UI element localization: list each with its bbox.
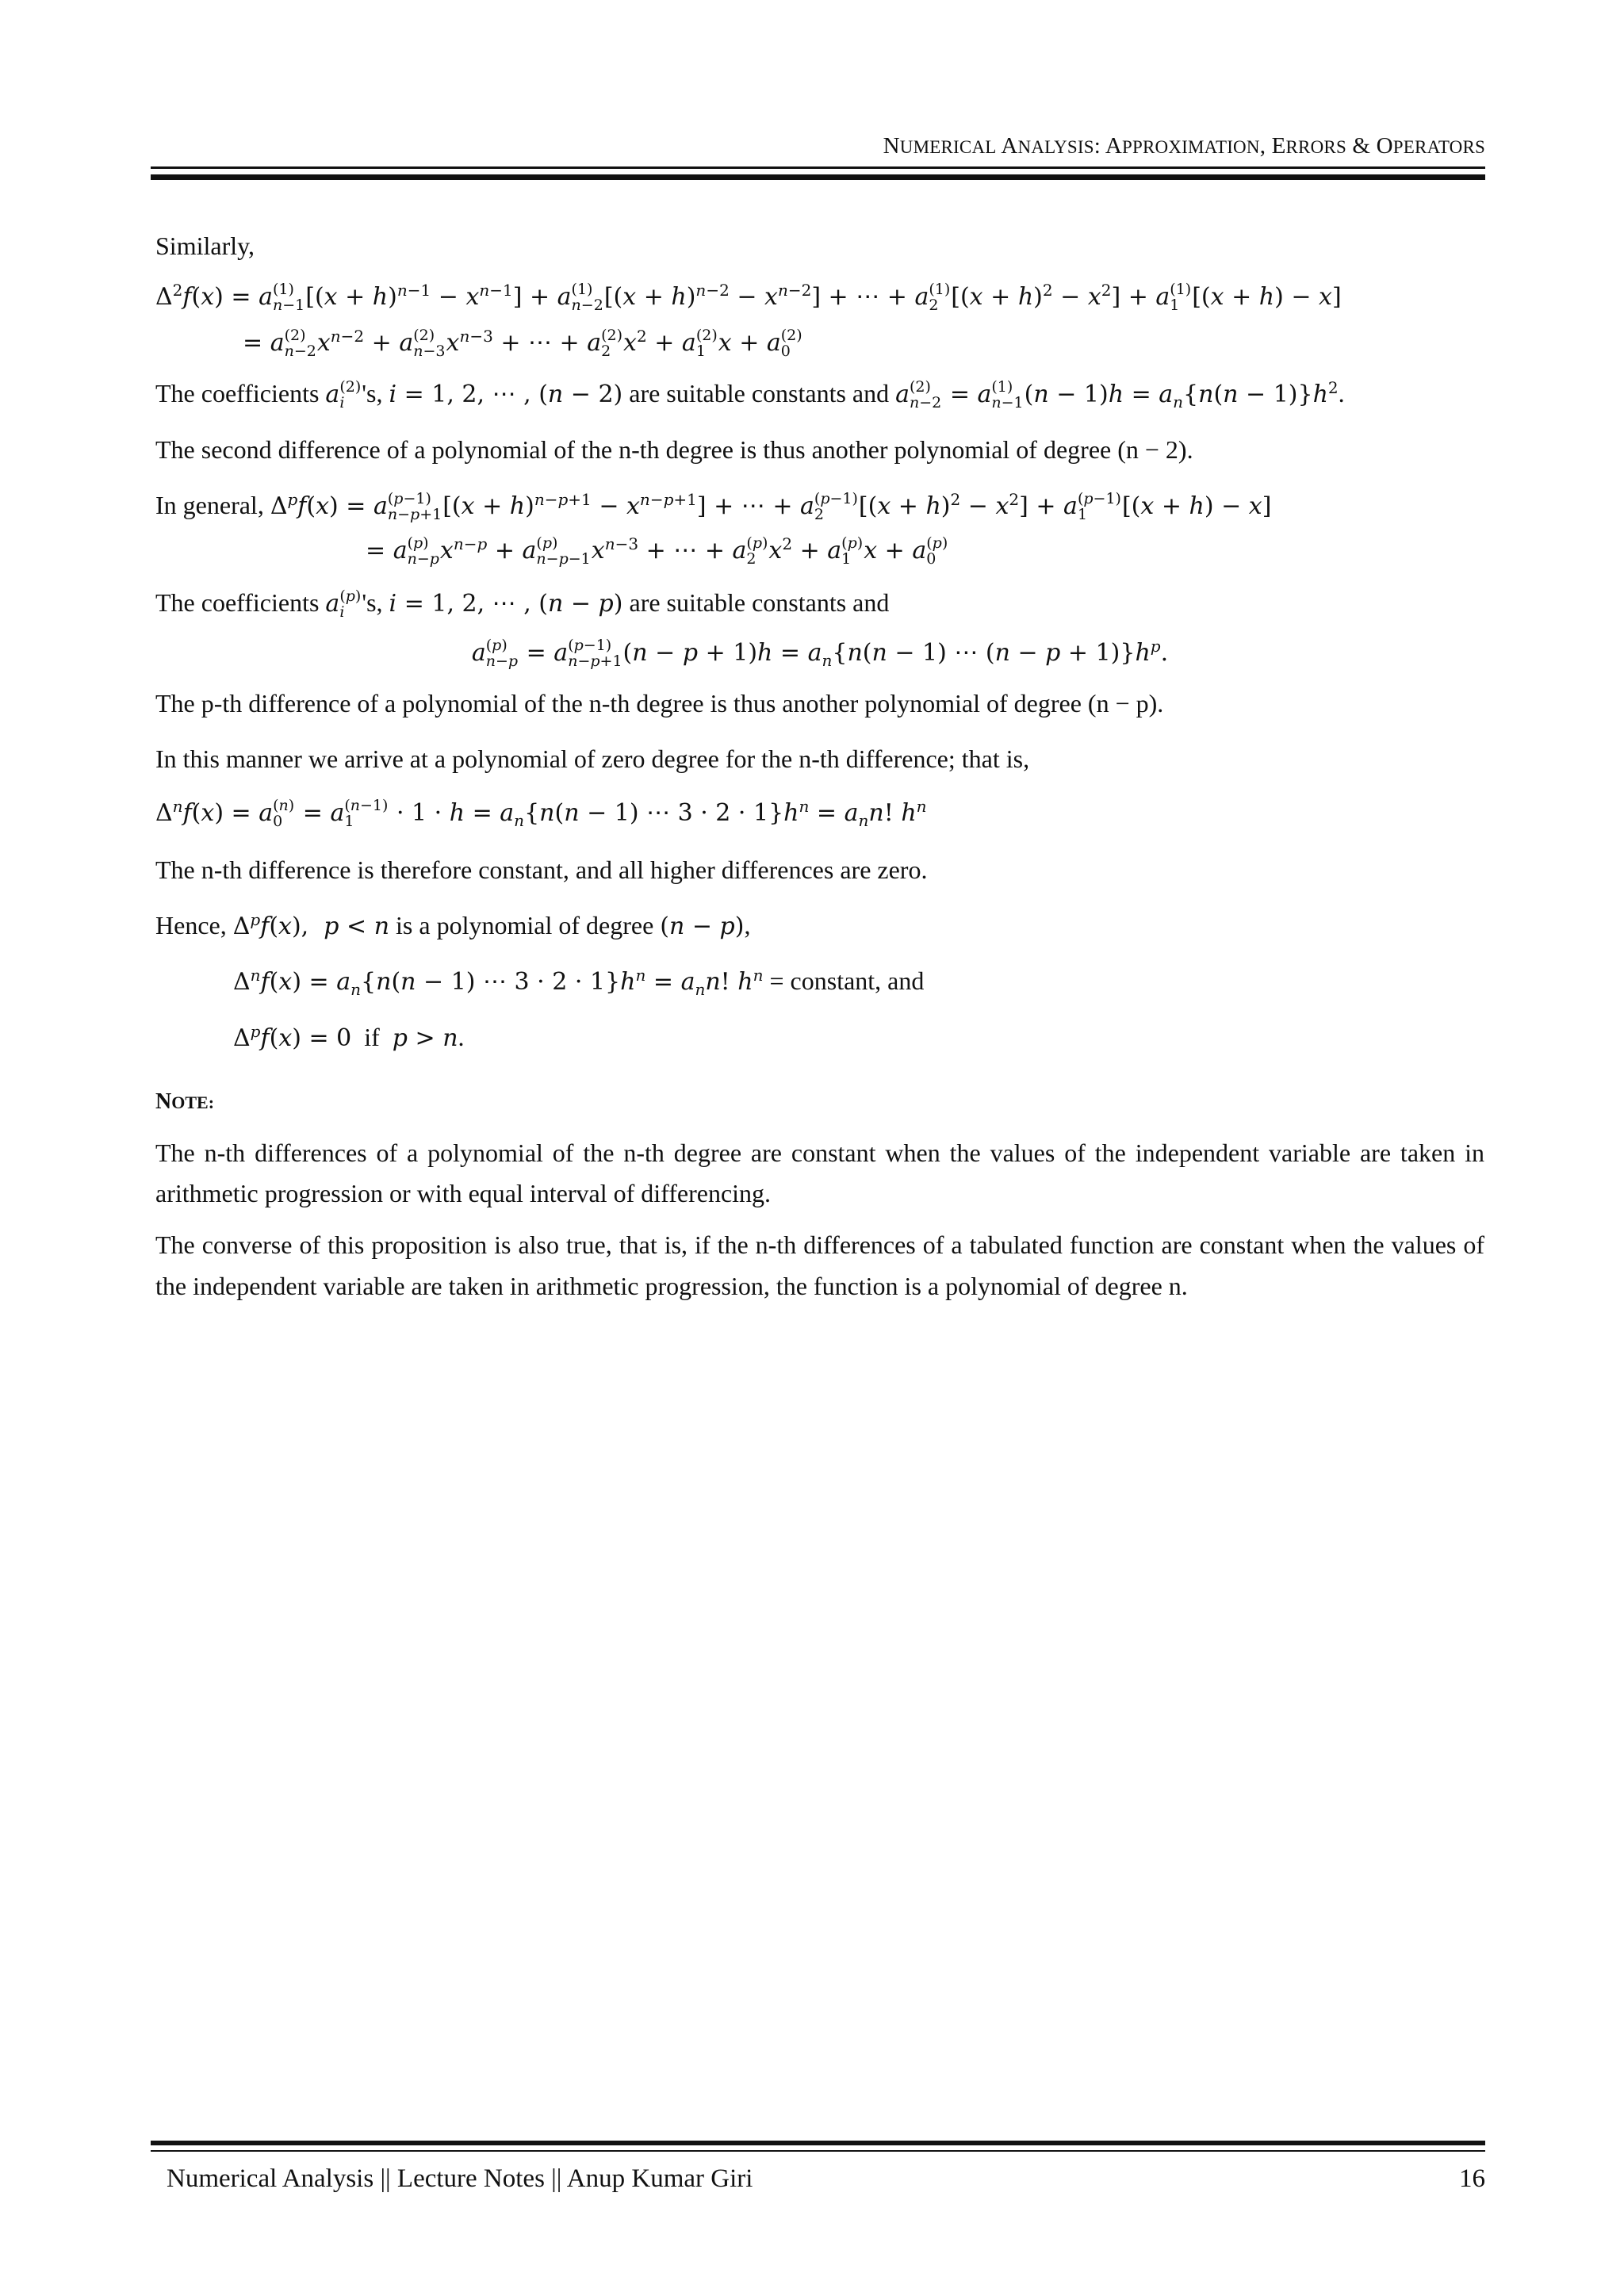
note-paragraph-1: The n-th differences of a polynomial of the n-th degree are constant when the values of the independent variable are taken in arithmetic progression or with equal interval of differencing.	[155, 1138, 1484, 1208]
nth-constant-text: The n-th difference is therefore constant, and all higher differences are zero.	[155, 855, 928, 884]
footer-rule-thick	[151, 2141, 1485, 2145]
zero-degree-text: In this manner we arrive at a polynomial of zero degree for the n-th difference; that is,	[155, 744, 1030, 773]
page-body	[155, 230, 1484, 1307]
header-rule-thin	[151, 166, 1485, 169]
header-rule-thick	[151, 174, 1485, 180]
pth-difference-text: The p-th difference of a polynomial of the n-th degree is thus another polynomial of degree (n − p).	[155, 688, 1164, 718]
page-number: 16	[1459, 2164, 1485, 2193]
running-header: NUMERICAL ANALYSIS: APPROXIMATION, ERRORS & OPERATORS	[883, 133, 1485, 159]
hence-text: Hence, $\Delta^pf(x)$, p < n is a polynomial of degree (n − p),	[155, 909, 751, 940]
coefficients-2-text: The coefficients a (2) i 's, i = 1, 2, ⋯ , (n − 2) are suitable constants and a (2) n−2 = a (1) n−1 $(n - 1)h = a_n\{n(n - 1)\}h^2$.	[155, 377, 1345, 411]
note-paragraph-2: The converse of this proposition is also true, that is, if the n-th differences of a tabulated function are constant when the values of the independent variable are taken in arithmetic progression, the function is a polynomial of degree n.	[155, 1230, 1484, 1300]
eq-nth-constant: $\Delta^nf(x) = a_n\{n(n - 1)$ ⋯ $3 \cdot 2 \cdot 1\}h^n = a_nn$! $h^n$ = constant, and	[233, 966, 925, 999]
footer-rule-thin	[151, 2150, 1485, 2152]
eq-nth-difference: $\Delta^nf(x) = a$ (n) 0 = a (n−1) 1 · $1 \cdot h = a_n\{n(n - 1)$ ⋯ $3 \cdot 2 \cdot 1\}h^n = a_nn$! $h^n$	[155, 796, 927, 830]
eq-general-line1: In general, $\Delta^pf(x) = a$ (p−1) n−p+1 $[(x + h)^{n-p+1} - x^{n-p+1}]$ + ⋯ + a (p−1) 2 $[(x + h)^2 - x^2] + a$ (p−1) 1 [(x + h) − x]	[155, 489, 1272, 523]
coefficients-p-text: The coefficients a (p) i 's, i = 1, 2, ⋯ , (n − p) are suitable constants and	[155, 587, 890, 621]
note-heading: NOTE:	[155, 1089, 215, 1114]
footer-text: Numerical Analysis || Lecture Notes || Anup Kumar Giri	[167, 2164, 753, 2193]
eq-higher-zero: $\Delta^pf(x) = 0$ if p > n.	[233, 1021, 465, 1052]
second-difference-text: The second difference of a polynomial of the n-th degree is thus another polynomial of degree (n − 2).	[155, 434, 1193, 464]
similarly-text: Similarly,	[155, 232, 255, 260]
eq-second-diff-line1: $\Delta^2f(x) = a$ (1) n−1 $[(x + h)^{n-1} - x^{n-1}] + a$ (1) n−2 $[(x + h)^{n-2} - x^{n-2}]$ + ⋯ + a (1) 2 $[(x + h)^2 - x^2] + a$ (1) 1 [(x + h) − x]	[155, 281, 1342, 314]
eq-general-line2: = a (p) n−p $x^{n-p} + a$ (p) n−p−1 $x^{n-3}$ + ⋯ + a (p) 2 $x^2 + a$ (p) 1 x + a (p) 0	[366, 534, 948, 568]
eq-leading-coefficient-p: a (p) n−p = a (p−1) n−p+1 $(n - p + 1)h = a_n\{n(n - 1)$ ⋯ $(n - p + 1)\}h^p$.	[471, 636, 1169, 670]
eq-second-diff-line2: = a (2) n−2 $x^{n-2} + a$ (2) n−3 $x^{n-3}$ + ⋯ + a (2) 2 $x^2 + a$ (2) 1 x + a (2) 0	[243, 326, 802, 360]
